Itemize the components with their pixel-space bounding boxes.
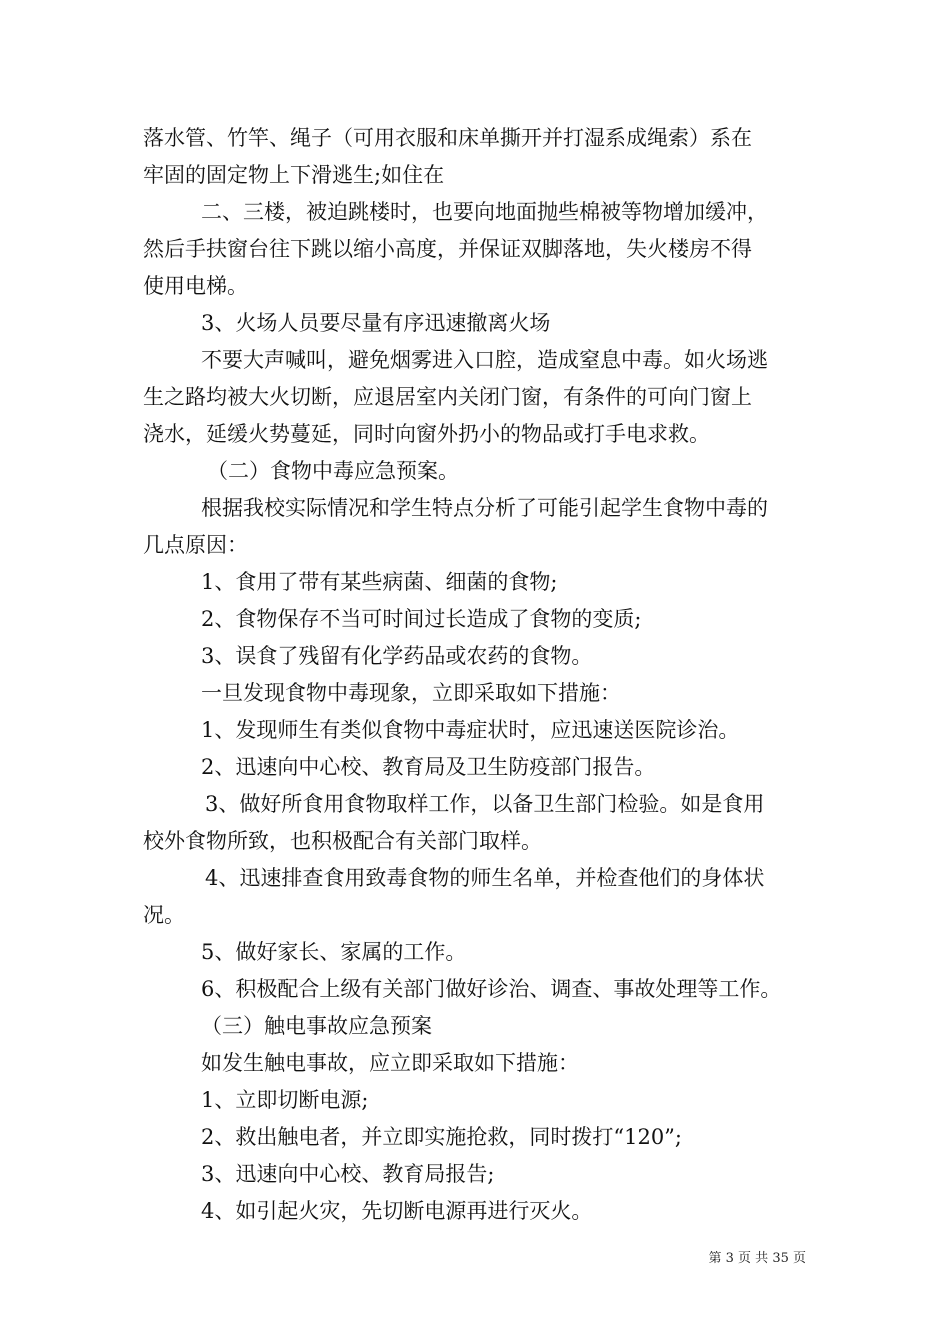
list-item: 6、积极配合上级有关部门做好诊治、调查、事故处理等工作。 (201, 977, 782, 1001)
document-body (143, 120, 813, 1230)
list-item: 2、食物保存不当可时间过长造成了食物的变质; (201, 607, 642, 631)
section-heading: （三）触电事故应急预案 (201, 1014, 432, 1038)
list-item: 1、立即切断电源; (201, 1088, 369, 1112)
text-line: 牢固的固定物上下滑逃生;如住在 (143, 163, 445, 187)
list-item: 4、如引起火灾，先切断电源再进行灭火。 (201, 1199, 593, 1223)
text-line: 生之路均被大火切断，应退居室内关闭门窗，有条件的可向门窗上 (143, 385, 752, 409)
list-item: 3、误食了残留有化学药品或农药的食物。 (201, 644, 593, 668)
section-heading: 3、火场人员要尽量有序迅速撤离火场 (201, 311, 551, 335)
text-line: 不要大声喊叫，避免烟雾进入口腔，造成窒息中毒。如火场逃 (201, 348, 768, 372)
list-item: 5、做好家长、家属的工作。 (201, 940, 467, 964)
list-item: 3、迅速向中心校、教育局报告; (201, 1162, 495, 1186)
text-line: 浇水，延缓火势蔓延，同时向窗外扔小的物品或打手电求救。 (143, 422, 710, 446)
text-line: 几点原因： (143, 533, 248, 557)
text-line: 如发生触电事故，应立即采取如下措施： (201, 1051, 579, 1075)
list-item: 4、迅速排查食用致毒食物的师生名单，并检查他们的身体状 (205, 866, 765, 890)
text-line: 一旦发现食物中毒现象，立即采取如下措施： (201, 681, 621, 705)
list-item: 1、发现师生有类似食物中毒症状时，应迅速送医院诊治。 (201, 718, 740, 742)
text-line: 使用电梯。 (143, 274, 248, 298)
text-line: 二、三楼，被迫跳楼时，也要向地面抛些棉被等物增加缓冲， (201, 200, 768, 224)
list-item: 2、迅速向中心校、教育局及卫生防疫部门报告。 (201, 755, 656, 779)
list-item: 3、做好所食用食物取样工作，以备卫生部门检验。如是食用 (205, 792, 765, 816)
text-line: 然后手扶窗台往下跳以缩小高度，并保证双脚落地，失火楼房不得 (143, 237, 752, 261)
list-item: 1、食用了带有某些病菌、细菌的食物; (201, 570, 558, 594)
page-number-footer: 第 3 页 共 35 页 (708, 1251, 806, 1266)
text-line: 根据我校实际情况和学生特点分析了可能引起学生食物中毒的 (201, 496, 768, 520)
text-line: 落水管、竹竿、绳子（可用衣服和床单撕开并打湿系成绳索）系在 (143, 126, 752, 150)
list-item: 2、救出触电者，并立即实施抢救，同时拨打“120”; (201, 1125, 682, 1149)
text-line: 校外食物所致，也积极配合有关部门取样。 (143, 829, 542, 853)
text-line: 况。 (143, 903, 185, 927)
section-heading: （二）食物中毒应急预案。 (207, 459, 459, 483)
